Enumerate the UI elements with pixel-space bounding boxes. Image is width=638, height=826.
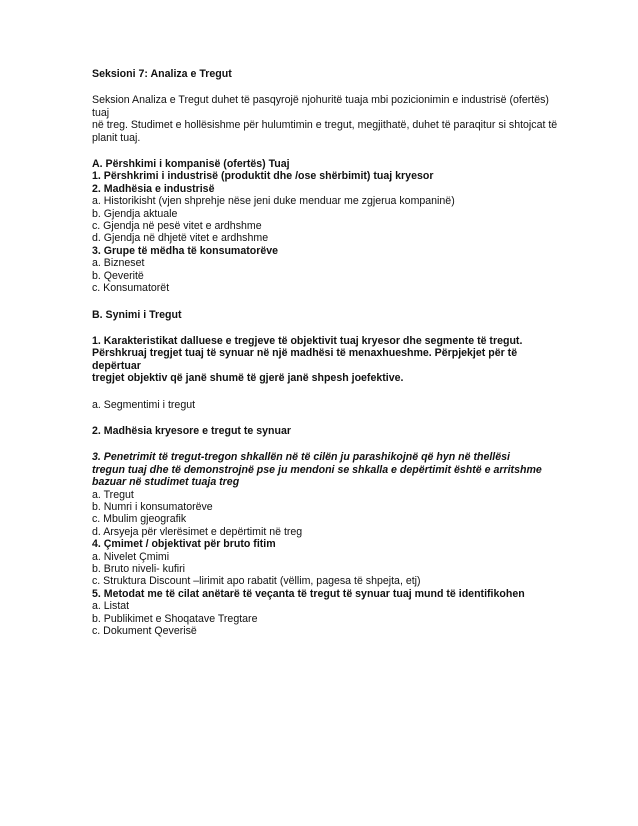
section-b-item-3-line: bazuar në studimet tuaja treg — [92, 476, 240, 489]
list-item: c. Dokument Qeverisë — [92, 625, 197, 638]
list-item: b. Bruto niveli- kufiri — [92, 563, 186, 575]
list-item: c. Konsumatorët — [92, 282, 170, 295]
section-b-item-3-line: 3. Penetrimit të tregut-tregon shkallën në të cilën ju parashikojnë që hyn në thellësi — [92, 451, 510, 464]
list-item: a. Bizneset — [92, 257, 145, 270]
section-b-heading: B. Synimi i Tregut — [92, 308, 182, 321]
list-item: d. Gjendja në dhjetë vitet e ardhshme — [92, 232, 269, 245]
list-item: b. Publikimet e Shoqatave Tregtare — [92, 612, 258, 625]
list-item: a. Nivelet Çmimi — [92, 550, 170, 563]
list-item: a. Historikisht (vjen shprehje nëse jeni duke menduar me zgjerua kompaninë) — [92, 195, 455, 208]
list-item: b. Gjendja aktuale — [92, 207, 178, 220]
document-page — [92, 68, 562, 637]
section-b-item-2: 2. Madhësia kryesore e tregut te synuar — [92, 424, 292, 437]
list-item: b. Numri i konsumatorëve — [92, 500, 213, 513]
section-a-item-3: 3. Grupe të mëdha të konsumatorëve — [92, 244, 279, 257]
intro-line: në treg. Studimet e hollësishme për hulumtimin e tregut, megjithatë, duhet të paraqitur si shtojcat të — [92, 119, 558, 132]
section-b-item-3-line: tregun tuaj dhe të demonstrojnë pse ju mendoni se shkalla e depërtimit është e arritshme — [92, 463, 542, 476]
list-item: b. Qeveritë — [92, 269, 144, 282]
section-a-item-1: 1. Përshkrimi i industrisë (produktit dhe /ose shërbimit) tuaj kryesor — [92, 170, 434, 183]
section-b-item-5: 5. Metodat me të cilat anëtarë të veçanta të tregut të synuar tuaj mund të identifikohen — [92, 587, 525, 600]
list-item: d. Arsyeja për vlerësimet e depërtimit në treg — [92, 525, 303, 538]
list-item: c. Gjendja në pesë vitet e ardhshme — [92, 220, 262, 233]
section-b-item-4: 4. Çmimet / objektivat për bruto fitim — [92, 538, 276, 551]
section-a-heading: A. Përshkimi i kompanisë (ofertës) Tuaj — [92, 158, 290, 171]
section-a-item-2: 2. Madhësia e industrisë — [92, 182, 215, 195]
intro-line: planit tuaj. — [92, 131, 141, 144]
section-b-item-1-line: Përshkruaj tregjet tuaj të synuar në një madhësi të menaxhueshme. Përpjekjet për të depërtuar — [92, 347, 518, 372]
list-item: a. Listat — [92, 600, 130, 613]
section-b-item-1-line: tregjet objektiv që janë shumë të gjerë janë shpesh joefektive. — [92, 372, 404, 385]
list-item: a. Segmentimi i tregut — [92, 398, 196, 411]
list-item: c. Mbulim gjeografik — [92, 513, 187, 526]
list-item: c. Struktura Discount –lirimit apo rabatit (vëllim, pagesa të shpejta, etj) — [92, 575, 421, 588]
list-item: a. Tregut — [92, 488, 134, 501]
section-title: Seksioni 7: Analiza e Tregut — [92, 68, 232, 80]
section-b-item-1-line: 1. Karakteristikat dalluese e tregjeve të objektivit tuaj kryesor dhe segmente të tregut. — [92, 334, 523, 347]
intro-line: Seksion Analiza e Tregut duhet të pasqyrojë njohuritë tuaja mbi pozicionimin e industrisë (ofertës) tuaj — [92, 94, 549, 119]
